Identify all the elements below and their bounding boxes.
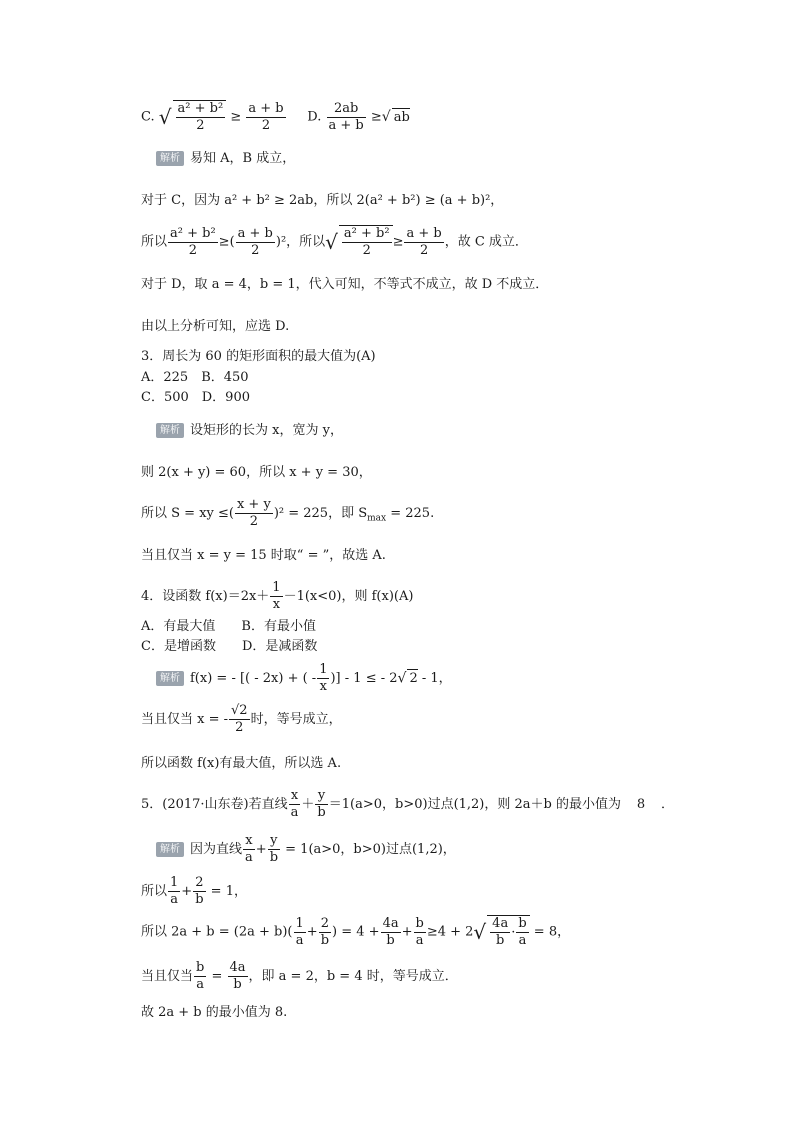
q2-solution-line-1: 解析 易知 A，B 成立， [156, 150, 295, 168]
q5-solution-line-3: 所以 2a + b = (2a + b)( $\frac{1}{a}$ + $\frac{2}{b}$ ) = 4 + $\frac{4a}{b}$ + $\frac{b}{a}$ ≥4 + 2√ $\frac{4a}{b}$ · $\frac{b}{a}$ = 8， [141, 915, 571, 948]
q5-stem: 5．(2017·山东卷)若直线 $\frac{x}{a}$ ＋ $\frac{y}{b}$ ＝1(a>0，b>0)过点(1,2)，则 2a＋b 的最小值为 8 ． [141, 788, 675, 820]
q3-solution-line-1: 解析 设矩形的长为 x，宽为 y， [156, 422, 343, 440]
q2-options-cd: C. √ $\frac{\text{a² + b²}}{2}$ ≥ $\frac{a + b}{2}$ D. $\frac{2ab}{a + b}$ ≥√ ab [141, 100, 410, 133]
radical-sign: √ [158, 105, 172, 129]
option-d-lhs: $\frac{2ab}{a + b}$ [328, 100, 364, 133]
analysis-badge: 解析 [156, 423, 184, 438]
q3-stem: 3．周长为 60 的矩形面积的最大值为(A) [141, 349, 376, 364]
q4-solution-line-2: 当且仅当 x = - $\frac{√2}{2}$ 时，等号成立， [141, 703, 342, 735]
q5-solution-line-1: 解析 因为直线 $\frac{x}{a}$ + $\frac{y}{b}$ = 1(a>0，b>0)过点(1,2)， [156, 833, 456, 866]
radical-sign: √ [325, 230, 338, 254]
q5-solution-line-5: 故 2a + b 的最小值为 8. [141, 1005, 288, 1020]
answer-blank: 8 [636, 797, 646, 812]
radical-sign: √ [473, 920, 487, 944]
q4-options-cd: C．是增函数 D．是减函数 [141, 639, 318, 654]
q3-solution-line-4: 当且仅当 x = y = 15 时取“ = ”，故选 A. [141, 548, 386, 563]
q4-stem: 4．设函数 f(x)＝2x＋ $\frac{1}{x}$ －1(x<0)，则 f(x)(A) [141, 580, 414, 612]
option-c-label: C. [141, 109, 155, 125]
option-c-radicand: $\frac{\text{a² + b²}}{2}$ [173, 100, 227, 134]
option-c-rhs: $\frac{a + b}{2}$ [248, 100, 284, 133]
q2-solution-line-4: 对于 D，取 a = 4，b = 1，代入可知，不等式不成立，故 D 不成立． [141, 277, 549, 292]
q2-solution-line-2: 对于 C，因为 a² + b² ≥ 2ab，所以 2(a² + b²) ≥ (a + b)²， [141, 193, 504, 208]
q3-options-cd: C．500 D．900 [141, 390, 250, 405]
q2-solution-line-5: 由以上分析可知，应选 D. [141, 319, 290, 334]
q3-solution-line-3: 所以 S = xy ≤( $\frac{x + y}{2}$ )² = 225，即 $S_{max} = 225$. [141, 497, 435, 529]
option-d-label: D. [307, 109, 322, 125]
analysis-badge: 解析 [156, 842, 184, 857]
q3-solution-line-2: 则 2(x + y) = 60，所以 x + y = 30， [141, 465, 372, 480]
q5-solution-line-2: 所以 $\frac{1}{a}$ + $\frac{2}{b}$ = 1， [141, 875, 247, 907]
analysis-badge: 解析 [156, 151, 184, 166]
q4-solution-line-1: 解析 f(x) = - [( - 2x) + ( - $\frac{1}{x}$ )] - 1 ≤ - 2√ 2 - 1， [156, 662, 452, 695]
option-d-radicand: ab [393, 109, 410, 125]
radical-sign: √ [381, 109, 391, 125]
radical-sign: √ [397, 670, 407, 687]
q4-options-ab: A．有最大值 B．有最小值 [141, 619, 316, 634]
q4-solution-line-3: 所以函数 f(x)有最大值，所以选 A. [141, 756, 342, 771]
q3-options-ab: A．225 B．450 [141, 370, 249, 385]
q5-solution-line-4: 当且仅当 $\frac{b}{a}$ = $\frac{4a}{b}$ ，即 a = 2，b = 4 时，等号成立． [141, 960, 458, 992]
q2-solution-line-3: 所以 $\frac{\text{a² + b²}}{2}$ ≥( $\frac{a + b}{2}$ )²，所以√ $\frac{\text{a² + b²}}{2}$ ≥ $\frac{a + b}{2}$ ，故 C 成立． [141, 225, 528, 258]
analysis-badge: 解析 [156, 671, 184, 686]
